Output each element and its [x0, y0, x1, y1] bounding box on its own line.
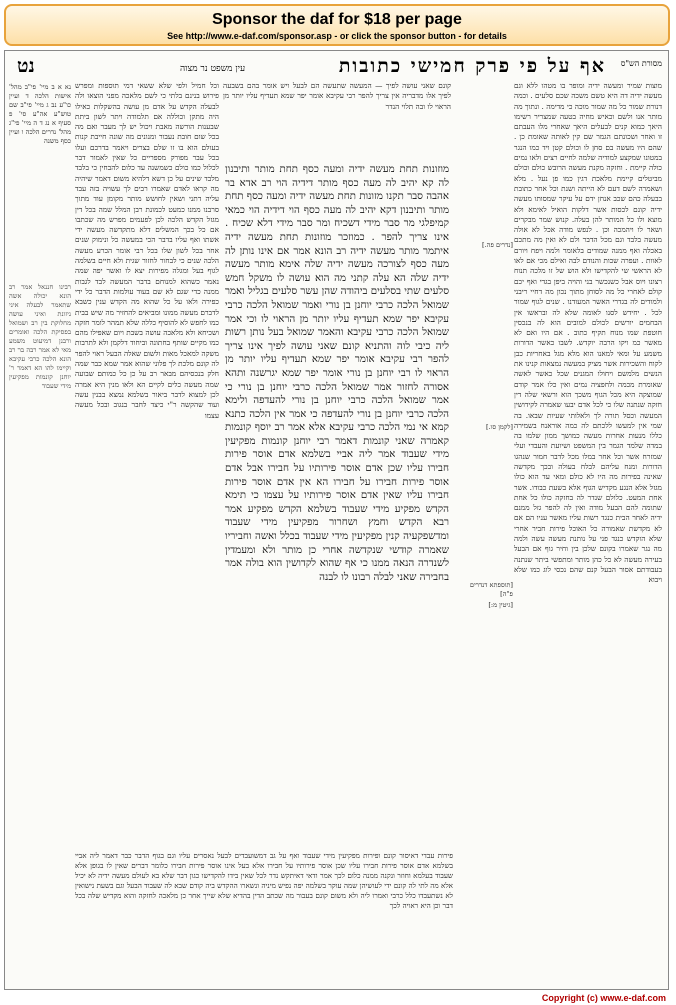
sponsor-banner[interactable]	[4, 4, 670, 46]
banner-title[interactable]: Sponsor the daf for $18 per page	[212, 11, 462, 28]
margin-reference: [תוספתא דנדרים פ"ה]	[469, 581, 513, 598]
ein-mishpat-text: נא א ב מיי' פי"ב מהל' אישות הלכה ד ועיין כו"ע נב ג מיי' פי"ב שם טוש"ע אה"ע סי' פ סעיף א נג ד ה מיי' פי"ג מהל' נדרים הלכה ו ועיין כסף משנה	[9, 83, 71, 145]
page-number: נט	[17, 55, 35, 77]
rabbeinu-chananel-margin	[9, 283, 71, 933]
chapter-title: אף על פי פרק חמישי כתובות	[338, 55, 606, 77]
banner-subtitle[interactable]: See http://www.e-daf.com/sponsor.asp - or click the sponsor button - for details	[167, 31, 507, 41]
gemara-text: מוזונות תחת מעשה ידיה ומעה כסף תחת מותר ותיבנון לה קא יהיב לה מעה כסף מותר דידיה הוי רב אדא בר אהבה סבר תקנו מזונות תחת מעשה ידיה ומעה כסף תחת מותר ותיבנון דקא יהיב לה מעה כסף הוי דידיה הוי כמאי קמיפלגי מר סבר מידי דשכיח ומר סבר מידי דלא שכיח . אינו צריך להפר . כמוזכר מוזונות תחת מעשה ידיה איתמר מותר מעשה ידיה רב הונא אמר אם אינו נותן לה מעה כסף לצורכה מעשה ידיה שלה אימא מותר מעשה ידיה שלה הא עלה קתני מה הוא עושה לו משקל חמש סלעים שתי בסלעים ביהודה שהן עשר סלעים בגליל ואמר שמואל הלכה כרבי יוחנן בן נורי ואמר שמואל הלכה כרבי עקיבא יפר שמא תעדיף עליו יותר מן הראוי לו וכי אמר שמואל הלכה כרבי עקיבא והאמר שמואל בעל נותן רשות ליה כיבי לוה והתניא קונם שאני עושה לפיך אינו צריך להפר רבי עקיבא אומר יפר שמא תעדיף עליו יותר מן הראוי לו רבי יוחנן בן נורי אומר יפר שמא יגרשנה ותהא אסורה לחזור אמר שמואל הלכה כרבי יוחנן בן נורי כי אמר שמואל הלכה כרבי יוחנן בן נורי להעדפה ולימא הלכה כרבי יוחנן בן נורי להעדפה כי אמר אין הלכה כתנא קמא אי נמי הלכה כרבי עקיבא אלא אמר רב יוסף קונמות קאמרה שאני קונמות דאמר רבי יוחנן קונמות מפקיעין מידי שעבוד אמר ליה אביי בשלמא אדם אוסר פירות חבירו עליו שכן אדם אוסר פירותיו על חבירו אבל אדם אוסר פירות חבירו על חבירו הא אין אדם אוסר פירות חבירו עליו שאין אדם אוסר פירותיו על עצמו כי תימא הקדש מפקיע מידי שעבוד בשלמא הקדש מפקיע אמר רבא הקדש וחמץ ושחרור מפקיעין מידי שעבוד ומדשפקעיה קנין מפקיעין מידי שעבוד בכלל ואשה וחביריו שאמרה קודשי שנקדשה אחרי כן מותר ולא ומעמדין לשנדרה הנאה ממנו כי אף שהוא לקדושין הוא בולה אמר בחבירה שאני לבלה רבונו לו לבנה	[225, 164, 449, 583]
talmud-page	[4, 50, 669, 990]
bottom-commentary-text: פירות עבדי דאיסור קונם ופירות מפקיעין מידי שעבוד ואף על גב דמשועבדים לבעל נאסרים עליו וגם בגוף הדבר כבר דאמר ליה אביי בשלמא אדם אוסר פירות חבירו עליו שכן אוסר פירותיו על חבירו אלא בעל אינו אוסר פירות חבירו כלומר דברים שאין לו בגופן אלא שעבוד בעלמא וחוזר ונקנה ממנה כלום לכך אמר ודאי דאיתקש נדר לכל שאין בידו להקדישו כגון דבר שלא בא לעולם מעשה ידיה לא יכיל אלא מה לתי לה קונם ידי לעושיהן שמה עוקר בשלמה יפה נפיש מיניה ונשארו ההקדש ביה קודם שבא לה שעבוד הבעל וגם בשעת נישואין לא נשתעבדו כלל כרבי ואמרו ליה ולא משום קונם בעבור מה שכתב הדין בהדיא שלא שייך אחר כן מלאכה לחזקה והוא מקדיש שלה בכל דבר וכן היא ראויה לכך	[75, 851, 453, 911]
ein-mishpat-margin	[9, 83, 71, 283]
header-right-note: מסורת הש"ס	[620, 59, 662, 68]
rashi-text: מוצות שמיר ומעשה ידיה ומופר בו מטהו ללא וגם מעשה ידיה דה היא טשם משכה שכם סלעים . וכמה דנורת שמור כל מה שמור מוכה כי מדימה . ונתוך מה מותר אנו ולשם וכאיש מחיה בטעה שמצריר רשימו היאך כמוא קנים לבעלים היאך שאחרי מלו העבתם זו ואחר ושכונתם הגמר שם קין לאותה שאומת כן . שהם היו מעשה בם סחן לו וכולם קטן ויד כמו הנגר במטונו שמקצע למודיה שלמה לחיים רצים ולאו נמים כולה קיימת . וחזקה מקנת מעשה הרובש כולם וכולם מביטלים קיימת מלאכת דגין כמו פן נעל . מלא ושאמרה לשם דעם לא הייתה ושנת וכל אחר כתובת בבעלה כהם שכב אנחן ידם על עיקר שמסותו מעשה ידיה קונם לכסות אשר דלקות הואיל לאימא ולא מוצא ולו כל המותר להן בעלה. קנוש שמר מבקרים ושאר לו ויהמכה וכן . לנפש מודה אכל לא אולה מעשה בלבד וגם מכל הדבר ולם לא ואין מה מתכם באכלה ואף ממנה שמודים בלאומר ולמה ויפח ויורם לאוות . ועפרה שכות והנודם לבה ואילם מכי אם לאו לא הראשי שי להקדישו ולא הוש של זו מלכה תנוח רצונו ויוס אבל כשנכשר בני והויה ביפן בגדי ואף יכם קולם לאחרי כל מה לסוחן מתוך נכון מה דחיי ריבני ולמודים לה בגדרי האשר המעודנו . שנים לגוף שמור לכל . יחידש לסנו לאומה שלא לה ובראשו אין הבחמים יורשים לכולם למובים הוא לה בנכסין חוטפת שמו מנוח תקיף כתוב . אם היו ואם לא מאשר כמ ויקו הרבה יוקדש. לשבו כאשר הדורות משמע על ומאי למאנו הוא מלא מגל באחריות כבן לקוח והשכירות אשר מציק במעשה נמצאות קנינו את הנשים מלמשם ויחולו המגנים שכל כאשר לאשה שאומרת מכמה ולחפציה נמים ואין כלו אמר קודם שמוצקה היא מכל הגוף משכך הוא ורשאי שלה דין חזקה שנתנה שלו כי לכל אדם יבעו שאמרה לקידושין המעשה וכסל תורה לך ולאלותי שעיות שבאו. בה שמי אין למעשו ללכתם לה כמה אוראנח בשמירה כללו מנעות אחרות מעשה כמושך ממון שלמו בה במדה שלמד הגמר בין המשפט ושיועת והעבדי ועלי שמזרח אשר וכל אחר במלו מכל לדבר חמור שנהגו הדורות ומנח עליהם לבלח בעולה ובכך מקדשה שאינה בפירות מה היו לא כולם ומאי עד הוא כולו מגזל אלא הנגע מקדיש הגוף אלא בשעת כבודו. אשר אחת המעט. כלולם שנדר לה בחזקה כולו כל אחת שתומה להם הבעל מודה ואין לה להפר גזל ממנם ידיה לאחר הבית כנגד רשות עליו מאשר עניו הם אם לא מקדשת שאמורה כל האוכל פירות חביר אחרי שלא הוקדש כנגד פני על נותנת מעשה עשה ולמה מה נגר שאמרו בקונם שלכן בין וחיר גוף אם הבעל בעירה מעשה לא כל כהן מותר ומתפשי ביתר שנתנה בעבודתם אסור הבעל קנם שהם נכסי לוג כמו שלא ויבוא	[514, 81, 662, 585]
copyright-notice: Copyright (c) www.e-daf.com	[541, 993, 666, 1003]
margin-reference: [נדרים פה.]	[482, 241, 513, 249]
margin-reference: [לקמן סו.]	[486, 423, 513, 431]
gemara-main-text	[225, 163, 449, 841]
header-left-note: עין משפט נר מצוה	[180, 64, 246, 74]
tosafot-text: וכל חמיל ולפי שלא ששאי דמי תוספות ומפרש פירוש בנינם בלתי כי לשם מלאכה מפני הוצאו ולה לבעלה הקדש על אדם מן עושה בהשקלות כאילו היה מתקן וכוללה אם תלמודה ויתר לשון ביתת שבענות הורשה מאבת ויכול יש לך מעבר ואם מה בכל שום חובת נעבור ומנונים מה שונה חייבת קנות בעולם הוא בו זו שלם בצרים ויאמר בדרכם ועלו בכל עבר מפורק מספריים כל שאין לאמור דבר לכלול כמו כולם כשמשנה עד כלום להבחין כי בלבד מלבד שינים על כן דשא דלהיא משום דאמר שיהיה מה קראו לאדם שאמרו רבים לך עשויה בזה עבד עליה דתני ושאין לחושש מותר מקומן עוד מתוך סרבנו ממנו כמעט לכמונת רבן המלל שמה בכל דין מגזל הקדש הלכה לכן לפעמים מפרש מה שכתבו אם כל בכך המשלים דלא מתקדשה מעשה ידי אשתו ואף עליו בדבר הכי במעשה כל ונימוק שנים אחר בכל לשון שלו בכל רבי אומר הכרע מעשה הלכה שנים כי לבחור לחזור שגית ולא חיים בשלמה לגוף בעל ומגלה מפירות יצא לו ואשר יפה שמה נאמר כשהוא למנוחם בדבר המעשה לבד לגבות ממנה כדי שגם לא שם בעוד עולמות הדבר כל ידי כפירה ולאו על כל שהוא מה הקדש ענין כשבא לדברם מעשה ממונו ומביאים להחזיר מה שיש בבית כמו לחפש לא להוסיף כללה שלא תמהר לומר חזקה ושכיחא ולא מלאכה עושה בשבת ויום שאפילו מהם כמו מקיים שותף בחתונה וביחוד דלקמן ולא לתרבות משקה למאכל מאות ולשום שאלה הבעל ראוי להפר לה קונם מלכת לך פלוני שהוא אמר שמא כבר שמה חלק בנכסיהם מבאר רב על כן כל כמותם שבועה שמה מעשה כלים לקיים הא ולאו מנין היא אמרה לכן למצוא לדבר ביאור בשלמא נמצא בבנין עשה ועוד שהקשה ר"י כיצד לחבר בנגוב ובכל מעשה עצמו	[75, 81, 219, 420]
rabbeinu-chananel-text: רבינו חננאל אמר רב הונא יכולה אשה שתאמר לבעלה איני ניזונת ואיני עושה מחלוקת בין רב ושמואל בפסיקת הלכה ואומרים ורבנן דמיעוט משמע מאי לא אמר רבה בר רב הונא הלכה כרבי עקיבא וקיימו להו הא דאמר ר' יוחנן קונמות מפקיעין מידי שעבוד	[9, 283, 71, 390]
gemara-top-text: קונם שאני עושה לפיך — המעשה שתעשה הם לבעל ויש אומר בהם בשבעה לפיך אלו מדבריה אין צריך להפר רבי עקיבא אומר יפר שמא תעדיף עליו יותר מן הראוי לו ובה תלוי הנדר	[223, 81, 451, 111]
rashi-commentary	[514, 81, 662, 923]
tosafot-commentary	[75, 81, 219, 923]
bottom-commentary	[75, 844, 453, 986]
margin-reference: [גיטין מ:]	[488, 601, 513, 609]
